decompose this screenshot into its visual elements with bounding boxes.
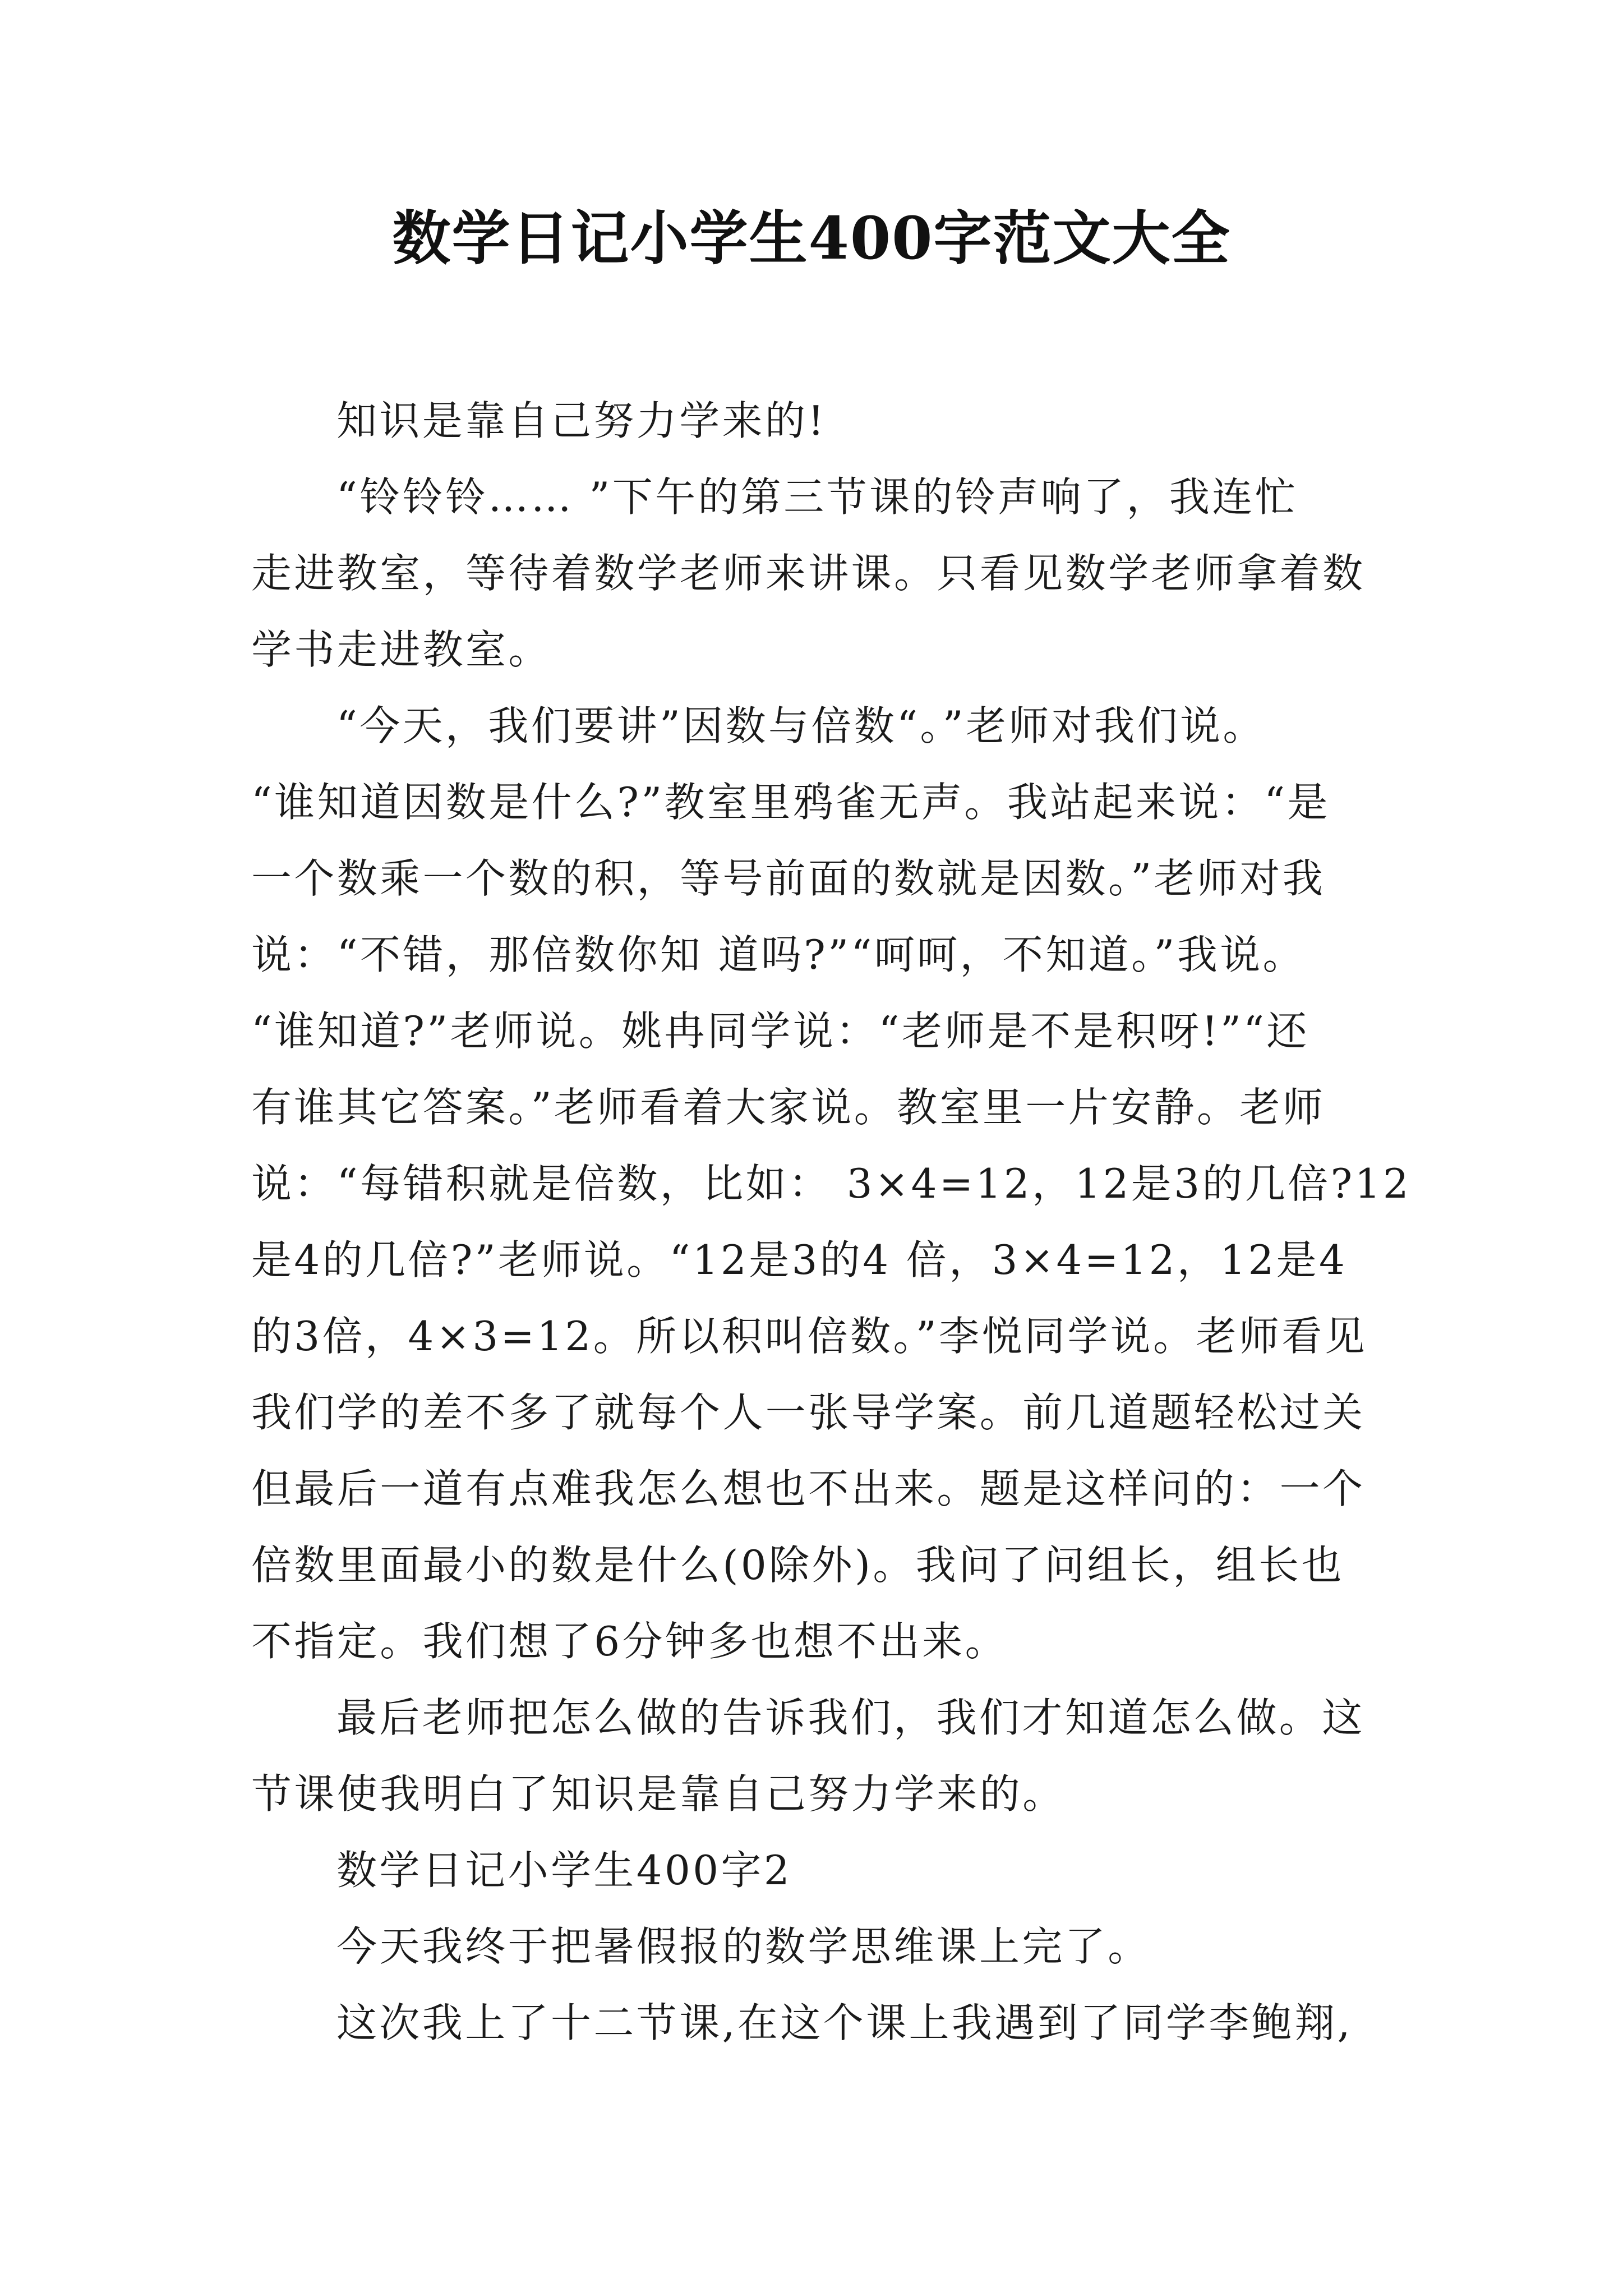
document-title: 数学日记小学生400字范文大全 xyxy=(392,204,1231,273)
text-line: 最后老师把怎么做的告诉我们，我们才知道怎么做。这 xyxy=(336,1694,1365,1741)
text-line: 走进教室，等待着数学老师来讲课。只看见数学老师拿着数 xyxy=(251,550,1366,597)
text-line: 学书走进教室。 xyxy=(251,626,551,673)
text-line: “谁知道因数是什么?”教室里鸦雀无声。我站起来说：“是 xyxy=(251,779,1330,826)
text-line: 但最后一道有点难我怎么想也不出来。题是这样问的：一个 xyxy=(251,1465,1366,1512)
text-line: “今天，我们要讲”因数与倍数“。”老师对我们说。 xyxy=(336,702,1266,749)
text-line: 的3倍，4×3=12。所以积叫倍数。”李悦同学说。老师看见 xyxy=(251,1313,1368,1360)
text-line: 一个数乘一个数的积，等号前面的数就是因数。”老师对我 xyxy=(251,855,1326,902)
text-line: 我们学的差不多了就每个人一张导学案。前几道题轻松过关 xyxy=(251,1389,1366,1436)
text-line: 是4的几倍?”老师说。“12是3的4 倍，3×4=12，12是4 xyxy=(251,1236,1348,1283)
text-line: “铃铃铃…… ”下午的第三节课的铃声响了，我连忙 xyxy=(336,473,1298,521)
text-line: 说：“不错，那倍数你知 道吗?”“呵呵，不知道。”我说。 xyxy=(251,931,1306,978)
text-line: 有谁其它答案。”老师看着大家说。教室里一片安静。老师 xyxy=(251,1084,1326,1131)
text-line: 节课使我明白了知识是靠自己努力学来的。 xyxy=(251,1770,1066,1818)
text-line: 知识是靠自己努力学来的! xyxy=(336,397,827,444)
document-body xyxy=(251,383,1412,2061)
text-line: 今天我终于把暑假报的数学思维课上完了。 xyxy=(336,1923,1151,1970)
text-line: 数学日记小学生400字2 xyxy=(336,1847,792,1894)
text-line: “谁知道?”老师说。姚冉同学说：“老师是不是积呀!”“还 xyxy=(251,1007,1310,1055)
text-line: 这次我上了十二节课,在这个课上我遇到了同学李鲍翔, xyxy=(336,1999,1353,2046)
text-line: 不指定。我们想了6分钟多也想不出来。 xyxy=(251,1618,1008,1665)
text-line: 倍数里面最小的数是什么(0除外)。我问了问组长，组长也 xyxy=(251,1542,1344,1589)
text-line: 说：“每错积就是倍数，比如： 3×4=12，12是3的几倍?12 xyxy=(251,1160,1412,1207)
